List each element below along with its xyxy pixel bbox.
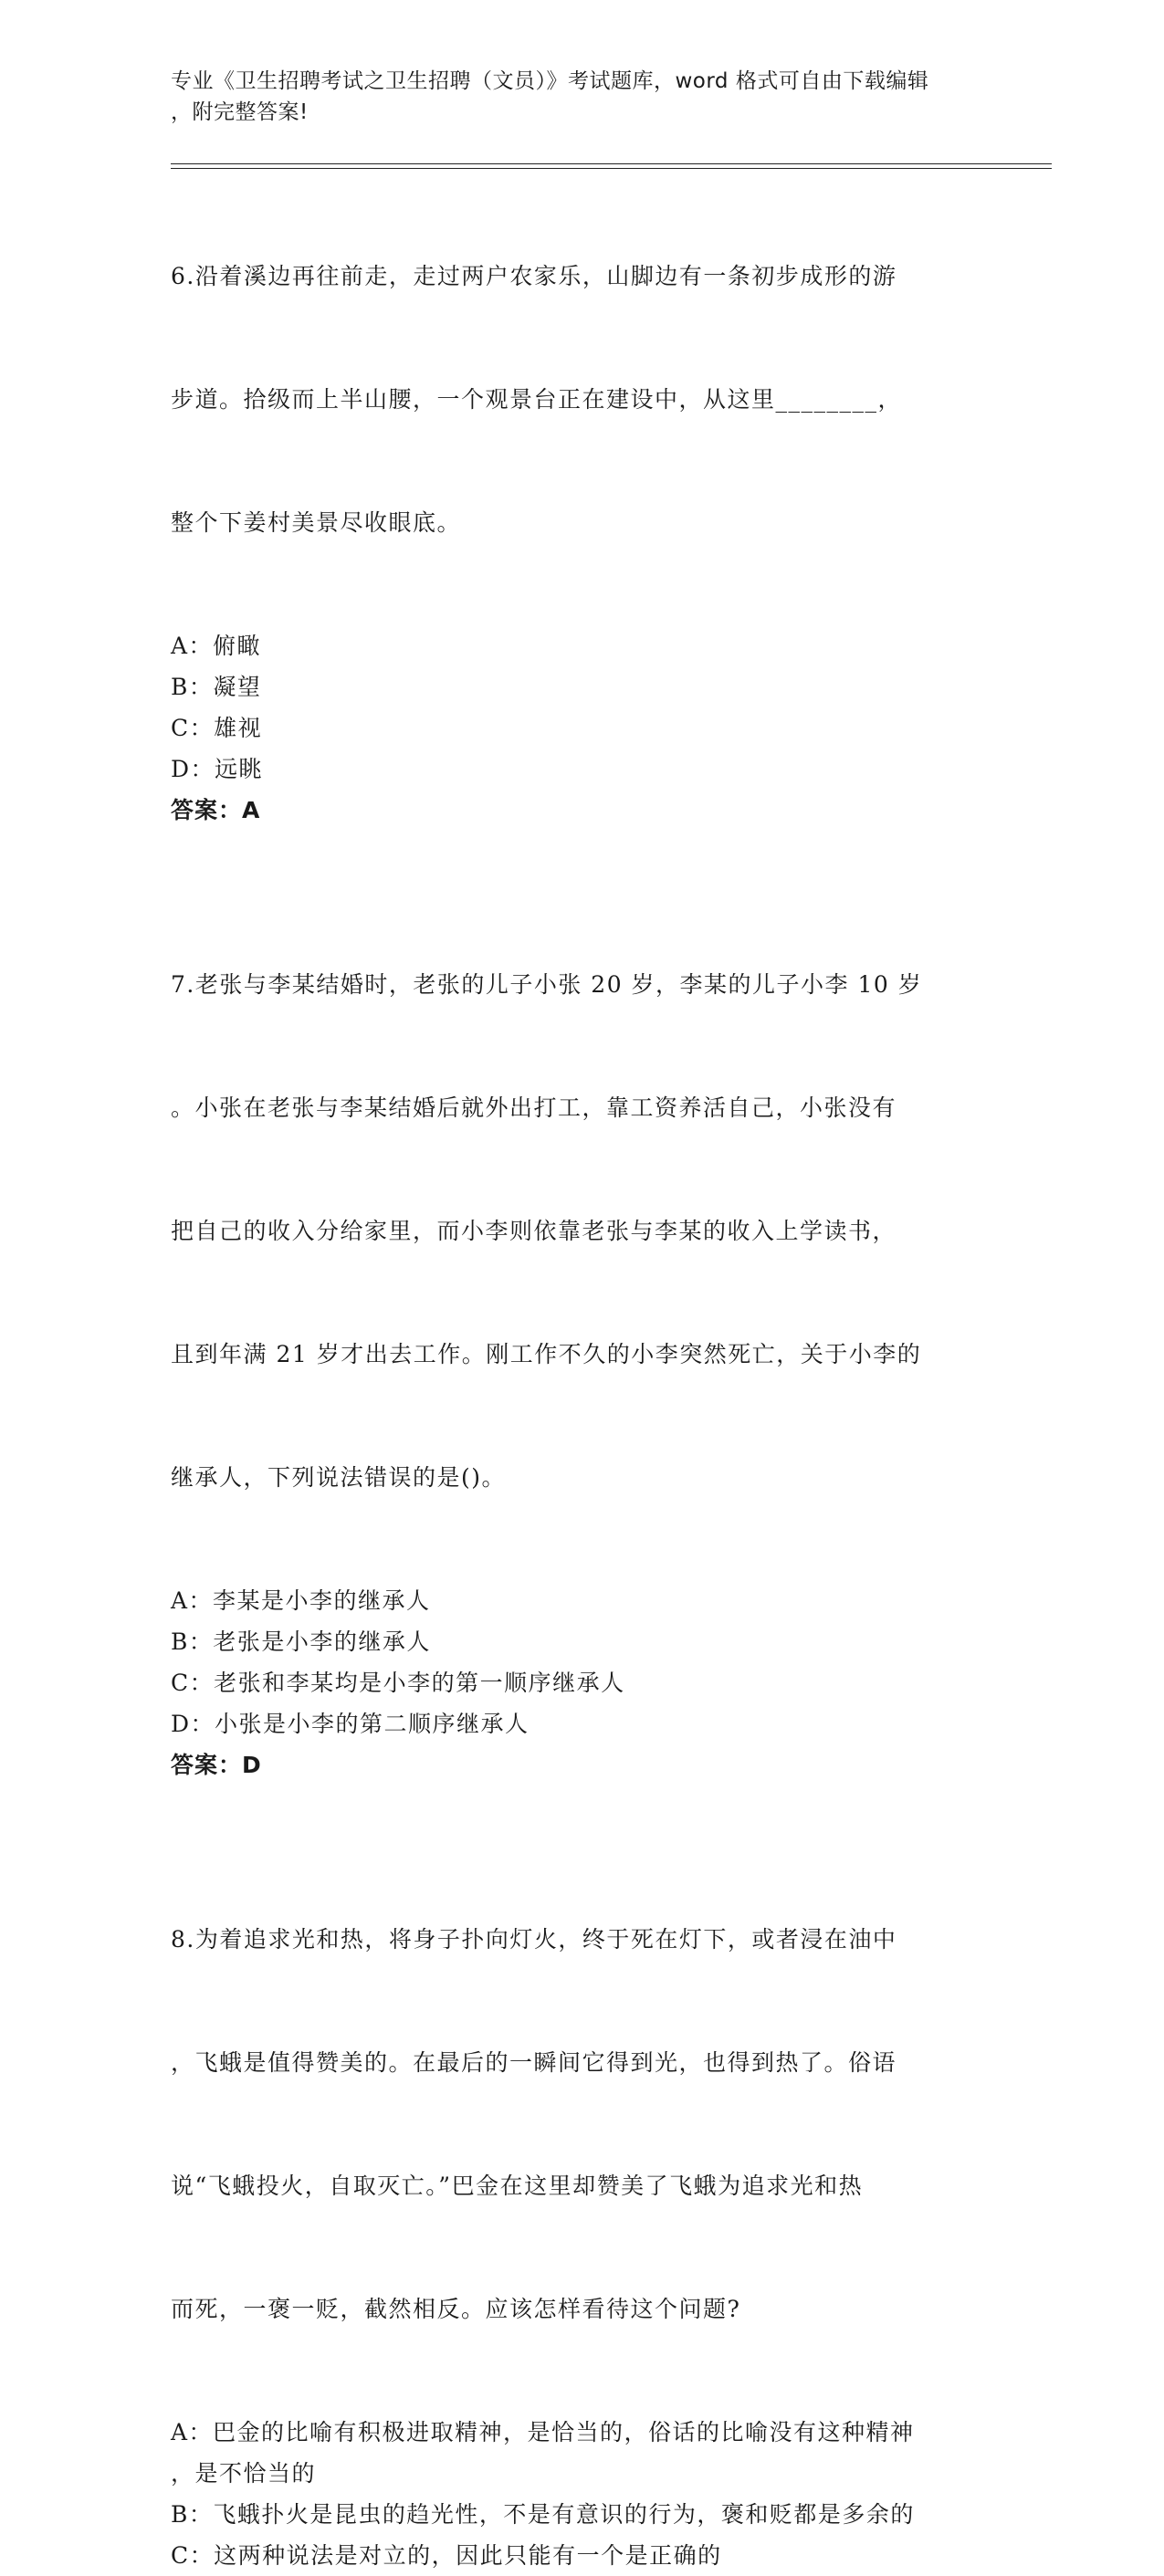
option-d: D：小张是小李的第二顺序继承人 — [171, 1711, 530, 1737]
stem-line: 步道。拾级而上半山腰，一个观景台正在建设中，从这里________， — [171, 386, 903, 413]
answer-label: 答案：A — [171, 797, 261, 823]
option-a: A：李某是小李的继承人 — [171, 1587, 431, 1614]
question-8 — [171, 1837, 983, 2576]
document-header — [171, 66, 974, 128]
stem-line: 说“飞蛾投火，自取灭亡。”巴金在这里却赞美了飞蛾为追求光和热 — [171, 2173, 864, 2199]
stem-line: 把自己的收入分给家里，而小李则依靠老张与李某的收入上学读书， — [171, 1218, 897, 1244]
stem-line: 且到年满 21 岁才出去工作。刚工作不久的小李突然死亡，关于小李的 — [171, 1341, 922, 1367]
question-stem — [171, 173, 983, 625]
header-divider-bottom — [171, 168, 1052, 169]
stem-line: 继承人，下列说法错误的是()。 — [171, 1464, 507, 1491]
option-a: A：巴金的比喻有积极进取精神，是恰当的，俗话的比喻没有这种精神 — [171, 2419, 915, 2445]
spacer — [171, 1785, 983, 1837]
answer-label: 答案：D — [171, 1752, 262, 1778]
question-7 — [171, 882, 983, 1785]
question-list — [171, 173, 983, 2576]
header-divider-top — [171, 163, 1052, 164]
spacer — [171, 831, 983, 882]
header-line-2: ，附完整答案! — [171, 100, 309, 124]
stem-line: 整个下姜村美景尽收眼底。 — [171, 509, 462, 536]
stem-line: 7.老张与李某结婚时，老张的儿子小张 20 岁，李某的儿子小李 10 岁 — [171, 971, 923, 998]
stem-line: 而死，一褒一贬，截然相反。应该怎样看待这个问题? — [171, 2296, 741, 2322]
option-a-continued: ，是不恰当的 — [171, 2460, 317, 2487]
option-c: C：老张和李某均是小李的第一顺序继承人 — [171, 1670, 625, 1696]
option-c: C：这两种说法是对立的，因此只能有一个是正确的 — [171, 2542, 722, 2569]
stem-line: 8.为着追求光和热，将身子扑向灯火，终于死在灯下，或者浸在油中 — [171, 1926, 897, 1953]
stem-line: 。小张在老张与李某结婚后就外出打工，靠工资养活自己，小张没有 — [171, 1094, 897, 1121]
option-d: D：远眺 — [171, 756, 264, 782]
stem-line: ，飞蛾是值得赞美的。在最后的一瞬间它得到光，也得到热了。俗语 — [171, 2049, 897, 2076]
question-6 — [171, 173, 983, 831]
question-stem — [171, 1837, 983, 2412]
option-b: B：飞蛾扑火是昆虫的趋光性，不是有意识的行为，褒和贬都是多余的 — [171, 2501, 915, 2528]
option-c: C：雄视 — [171, 715, 263, 741]
option-a: A：俯瞰 — [171, 633, 262, 659]
header-line-1: 专业《卫生招聘考试之卫生招聘（文员）》考试题库，word 格式可自由下载编辑 — [171, 69, 929, 93]
question-stem — [171, 882, 983, 1580]
option-b: B：凝望 — [171, 674, 262, 700]
option-b: B：老张是小李的继承人 — [171, 1628, 431, 1655]
stem-line: 6.沿着溪边再往前走，走过两户农家乐，山脚边有一条初步成形的游 — [171, 263, 897, 289]
